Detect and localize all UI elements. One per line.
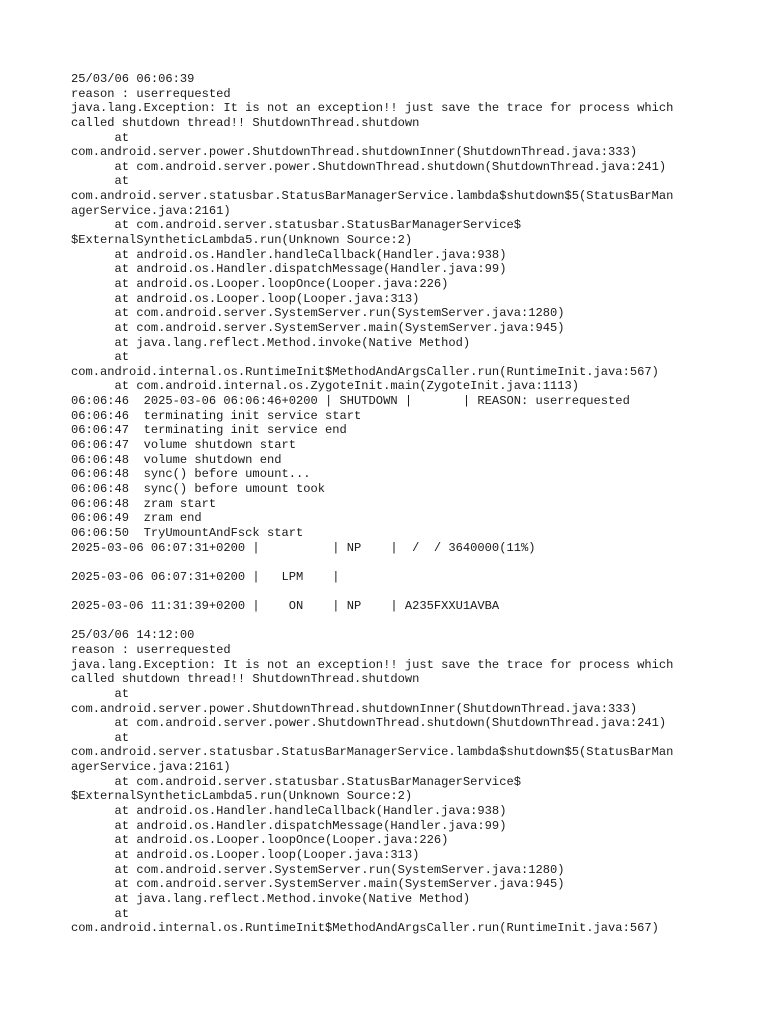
log-line: at <box>71 350 130 365</box>
log-line: at com.android.server.SystemServer.main(SystemServer.java:945) <box>71 320 565 335</box>
log-line: at <box>71 174 130 189</box>
log-line: at com.android.server.statusbar.StatusBarManagerService$ <box>71 218 521 233</box>
log-line <box>71 555 711 570</box>
log-line: 06:06:49 zram end <box>71 511 202 526</box>
log-line: at <box>71 130 130 145</box>
log-line: 2025-03-06 06:07:31+0200 | | NP | / / 3640000(11%) <box>71 540 536 555</box>
log-line: $ExternalSyntheticLambda5.run(Unknown Source:2) <box>71 233 413 248</box>
log-line: at com.android.server.power.ShutdownThread.shutdown(ShutdownThread.java:241) <box>71 716 667 731</box>
log-line: 2025-03-06 11:31:39+0200 | ON | NP | A235FXXU1AVBA <box>71 599 500 614</box>
log-line: com.android.internal.os.RuntimeInit$MethodAndArgsCaller.run(RuntimeInit.java:567) <box>71 364 659 379</box>
log-line: com.android.server.power.ShutdownThread.shutdownInner(ShutdownThread.java:333) <box>71 145 638 160</box>
log-line: 06:06:50 TryUmountAndFsck start <box>71 525 304 540</box>
log-document <box>71 72 711 936</box>
log-line: at com.android.server.SystemServer.main(SystemServer.java:945) <box>71 877 565 892</box>
log-line: 06:06:48 sync() before umount took <box>71 481 326 496</box>
log-line: 06:06:46 2025-03-06 06:06:46+0200 | SHUTDOWN | | REASON: userrequested <box>71 394 630 409</box>
log-line: 06:06:48 sync() before umount... <box>71 467 311 482</box>
log-line: 2025-03-06 06:07:31+0200 | LPM | <box>71 569 340 584</box>
log-line: 06:06:48 volume shutdown end <box>71 452 282 467</box>
log-line: at android.os.Looper.loop(Looper.java:313) <box>71 847 420 862</box>
log-line: 25/03/06 06:06:39 <box>71 72 195 86</box>
log-line: 06:06:47 terminating init service end <box>71 423 347 438</box>
log-line: com.android.server.power.ShutdownThread.shutdownInner(ShutdownThread.java:333) <box>71 701 638 716</box>
log-line: at android.os.Handler.handleCallback(Handler.java:938) <box>71 247 507 262</box>
log-line: 06:06:46 terminating init service start <box>71 408 362 423</box>
log-line: at com.android.internal.os.ZygoteInit.main(ZygoteInit.java:1113) <box>71 379 580 394</box>
log-line: at com.android.server.power.ShutdownThread.shutdown(ShutdownThread.java:241) <box>71 159 667 174</box>
log-line: at android.os.Handler.handleCallback(Handler.java:938) <box>71 804 507 819</box>
log-line: at java.lang.reflect.Method.invoke(Native Method) <box>71 335 471 350</box>
log-line: com.android.server.statusbar.StatusBarManagerService.lambda$shutdown$5(StatusBarMan <box>71 189 674 204</box>
log-line: 06:06:47 volume shutdown start <box>71 438 296 453</box>
log-line: at com.android.server.SystemServer.run(SystemServer.java:1280) <box>71 862 565 877</box>
log-line: java.lang.Exception: It is not an exception!! just save the trace for process which <box>71 101 674 116</box>
log-line: agerService.java:2161) <box>71 760 231 775</box>
log-line: at com.android.server.SystemServer.run(SystemServer.java:1280) <box>71 306 565 321</box>
log-line: at java.lang.reflect.Method.invoke(Native Method) <box>71 891 471 906</box>
log-line: at android.os.Handler.dispatchMessage(Handler.java:99) <box>71 262 507 277</box>
log-line: reason : userrequested <box>71 86 231 101</box>
log-line: at android.os.Handler.dispatchMessage(Handler.java:99) <box>71 818 507 833</box>
log-line <box>71 614 711 629</box>
log-line: com.android.server.statusbar.StatusBarManagerService.lambda$shutdown$5(StatusBarMan <box>71 745 674 760</box>
log-line: at com.android.server.statusbar.StatusBarManagerService$ <box>71 774 521 789</box>
log-line: at <box>71 906 130 921</box>
log-line: at android.os.Looper.loopOnce(Looper.java:226) <box>71 276 449 291</box>
log-line: at android.os.Looper.loopOnce(Looper.java:226) <box>71 833 449 848</box>
log-line <box>71 584 711 599</box>
log-line: called shutdown thread!! ShutdownThread.shutdown <box>71 672 420 687</box>
log-line: at <box>71 730 130 745</box>
log-line: com.android.internal.os.RuntimeInit$MethodAndArgsCaller.run(RuntimeInit.java:567) <box>71 921 659 936</box>
log-line: at android.os.Looper.loop(Looper.java:313) <box>71 291 420 306</box>
log-line: 25/03/06 14:12:00 <box>71 628 195 643</box>
log-line: agerService.java:2161) <box>71 203 231 218</box>
log-line: java.lang.Exception: It is not an exception!! just save the trace for process which <box>71 657 674 672</box>
log-line: called shutdown thread!! ShutdownThread.shutdown <box>71 115 420 130</box>
log-line: 06:06:48 zram start <box>71 496 217 511</box>
log-line: at <box>71 686 130 701</box>
log-line: $ExternalSyntheticLambda5.run(Unknown Source:2) <box>71 789 413 804</box>
log-line: reason : userrequested <box>71 642 231 657</box>
